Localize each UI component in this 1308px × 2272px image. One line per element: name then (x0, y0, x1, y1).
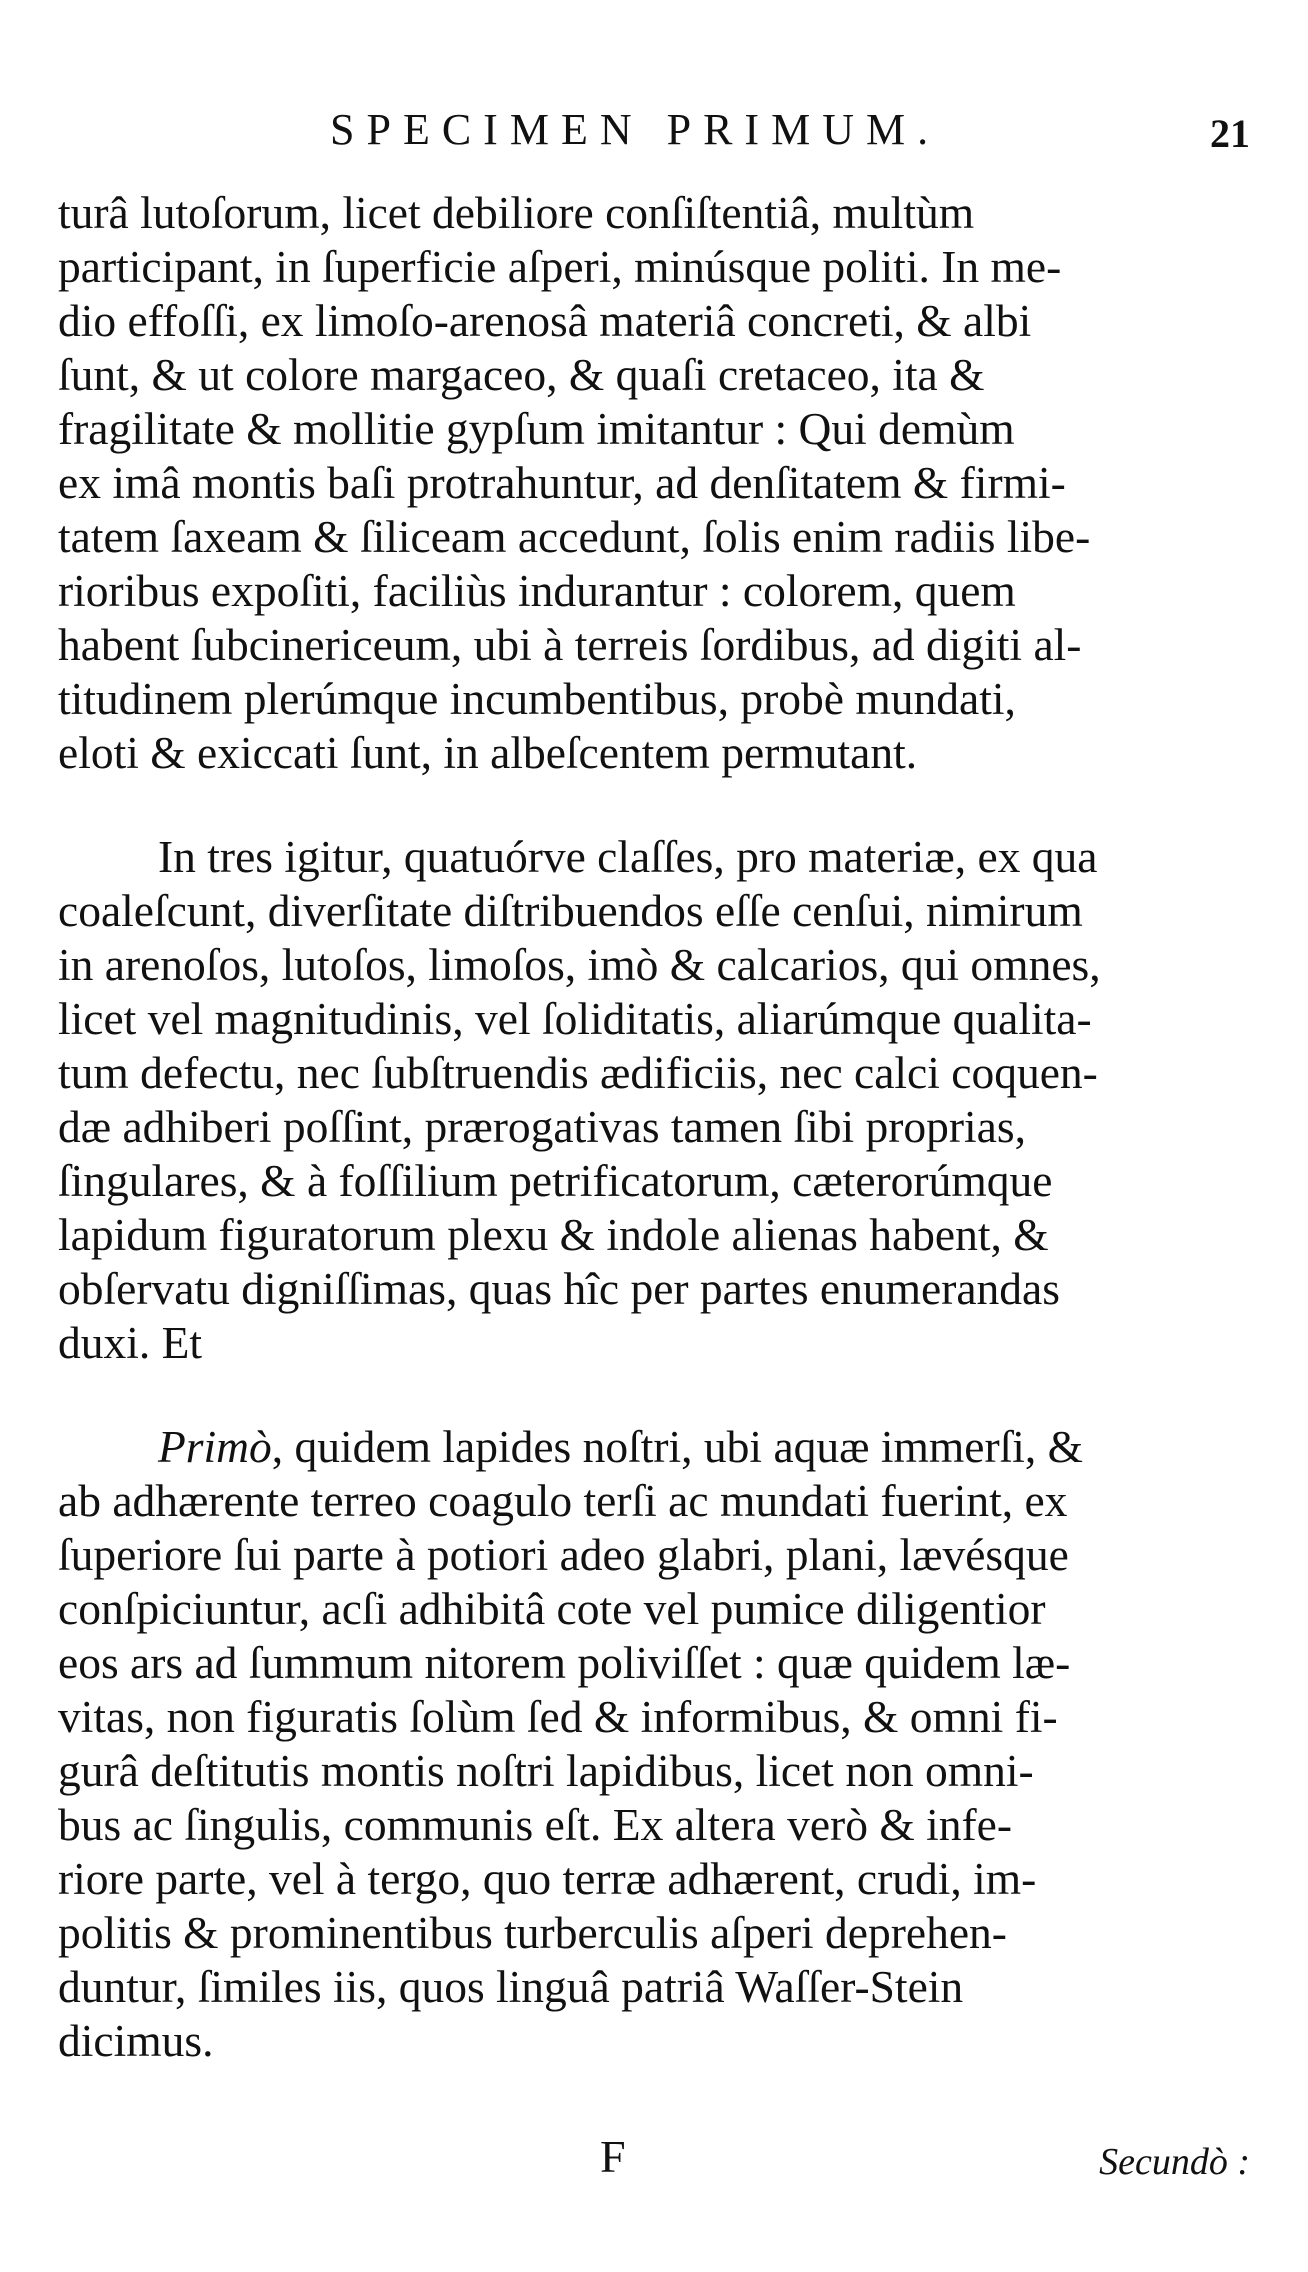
text-line: ſunt, & ut colore margaceo, & quaſi cretaceo, ita & (58, 349, 985, 400)
text-line: lapidum figuratorum plexu & indole alienas habent, & (58, 1209, 1049, 1260)
text-line: tatem ſaxeam & ſiliceam accedunt, ſolis enim radiis libe- (58, 511, 1091, 562)
signature-mark: F (600, 2131, 626, 2182)
text-line: ex imâ montis baſi protrahuntur, ad denſitatem & firmi- (58, 457, 1066, 508)
text-line: duntur, ſimiles iis, quos linguâ patriâ Waſſer-Stein (58, 1961, 964, 2012)
catchword: Secundò : (1099, 2141, 1250, 2183)
text-line: dæ adhiberi poſſint, prærogativas tamen ſibi proprias, (58, 1101, 1026, 1152)
text-line: ſuperiore ſui parte à potiori adeo glabri, plani, lævésque (58, 1529, 1069, 1580)
text-line: coaleſcunt, diverſitate diſtribuendos eſſe cenſui, nimirum (58, 885, 1083, 936)
page-header (60, 104, 1250, 174)
text-line: fragilitate & mollitie gypſum imitantur : Qui demùm (58, 403, 1015, 454)
page-number: 21 (1210, 111, 1250, 156)
text-line: conſpiciuntur, acſi adhibitâ cote vel pumice diligentior (58, 1583, 1046, 1634)
text-line: riore parte, vel à tergo, quo terræ adhærent, crudi, im- (58, 1853, 1037, 1904)
paragraph-1 (58, 186, 1248, 780)
text-line: bus ac ſingulis, communis eſt. Ex altera verò & infe- (58, 1799, 1012, 1850)
text-line: tum defectu, nec ſubſtruendis ædificiis, nec calci coquen- (58, 1047, 1098, 1098)
text-line: titudinem plerúmque incumbentibus, probè mundati, (58, 673, 1016, 724)
text-line: In tres igitur, quatuórve claſſes, pro materiæ, ex qua (158, 831, 1098, 882)
text-line: eos ars ad ſummum nitorem poliviſſet : quæ quidem læ- (58, 1637, 1071, 1688)
first-line-rest: , quidem lapides noſtri, ubi aquæ immerſi, & (271, 1421, 1084, 1472)
text-line: vitas, non figuratis ſolùm ſed & informibus, & omni fi- (58, 1691, 1058, 1742)
text-line: habent ſubcinericeum, ubi à terreis ſordibus, ad digiti al- (58, 619, 1082, 670)
text-line (58, 1420, 1248, 1474)
body-text (58, 186, 1248, 2068)
text-line: rioribus expoſiti, faciliùs indurantur : colorem, quem (58, 565, 1016, 616)
lead-word: Primò (158, 1421, 272, 1472)
text-line: turâ lutoſorum, licet debiliore conſiſtentiâ, multùm (58, 187, 975, 238)
text-line: licet vel magnitudinis, vel ſoliditatis, aliarúmque qualita- (58, 993, 1092, 1044)
text-line: eloti & exiccati ſunt, in albeſcentem permutant. (58, 727, 918, 778)
text-line: duxi. Et (58, 1317, 203, 1368)
text-line: dio effoſſi, ex limoſo-arenosâ materiâ concreti, & albi (58, 295, 1032, 346)
text-line: in arenoſos, lutoſos, limoſos, imò & calcarios, qui omnes, (58, 939, 1101, 990)
paragraph-gap (58, 780, 1248, 830)
text-line: participant, in ſuperficie aſperi, minúsque politi. In me- (58, 241, 1062, 292)
paragraph-3 (58, 1420, 1248, 2068)
text-line: obſervatu digniſſimas, quas hîc per partes enumerandas (58, 1263, 1060, 1314)
paragraph-2 (58, 830, 1248, 1370)
text-line: politis & prominentibus turberculis aſperi deprehen- (58, 1907, 1007, 1958)
text-line: gurâ deſtitutis montis noſtri lapidibus, licet non omni- (58, 1745, 1034, 1796)
page-footer (60, 2130, 1250, 2200)
running-title: SPECIMEN PRIMUM. (330, 105, 941, 154)
text-line: ſingulares, & à foſſilium petrificatorum, cæterorúmque (58, 1155, 1053, 1206)
text-line: dicimus. (58, 2015, 214, 2066)
paragraph-gap (58, 1370, 1248, 1420)
text-line: ab adhærente terreo coagulo terſi ac mundati fuerint, ex (58, 1475, 1068, 1526)
